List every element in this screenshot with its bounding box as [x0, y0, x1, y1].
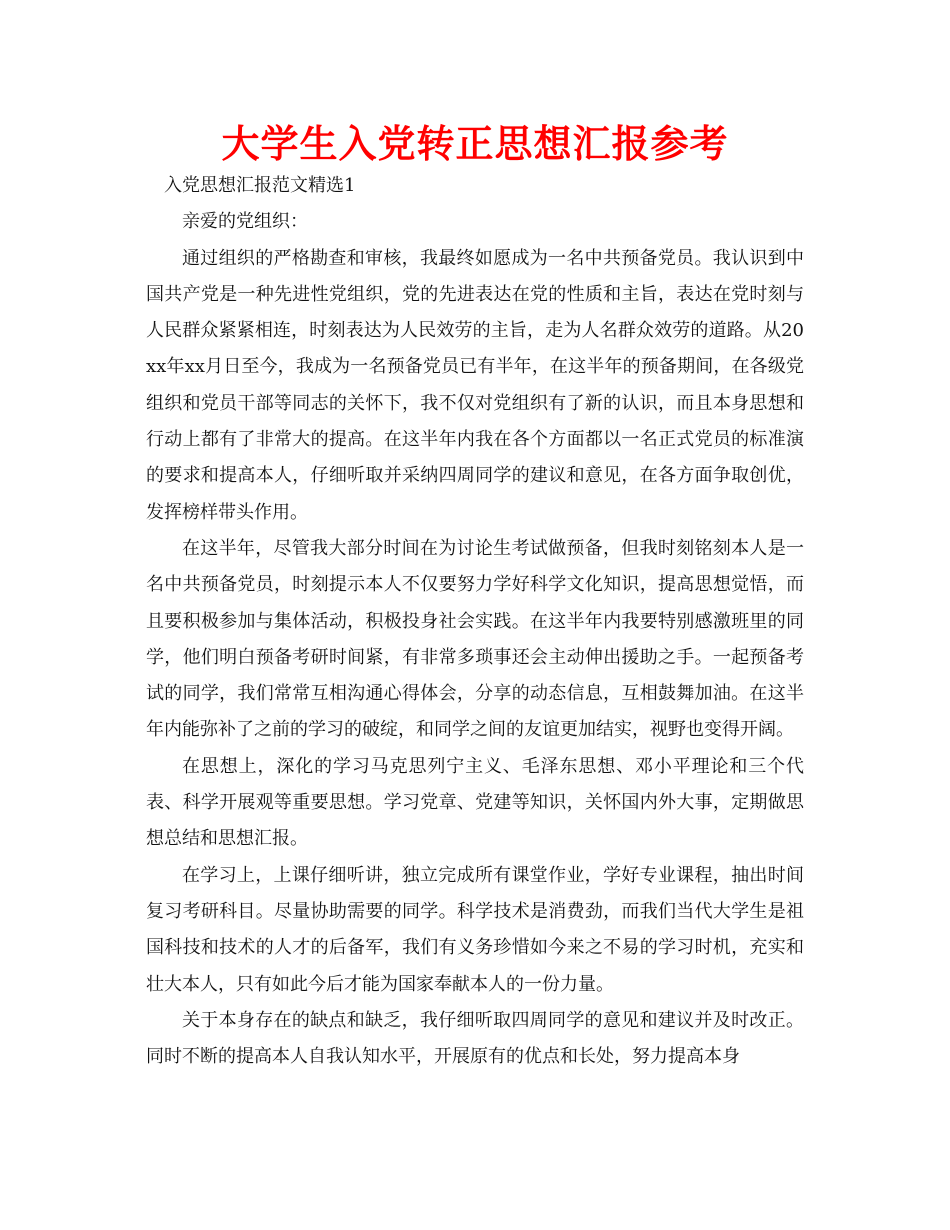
document-body	[146, 168, 804, 1075]
document-title: 大学生入党转正思想汇报参考	[221, 122, 729, 166]
paragraph-3: 在思想上，深化的学习马克思列宁主义、毛泽东思想、邓小平理论和三个代表、科学开展观等重要思想。学习党章、党建等知识，关怀国内外大事，定期做思想总结和思想汇报。	[146, 755, 804, 850]
paragraph-5: 关于本身存在的缺点和缺乏，我仔细听取四周同学的意见和建议并及时改正。同时不断的提高本人自我认知水平，开展原有的优点和长处，努力提高本身	[146, 1009, 804, 1068]
paragraph-1: 通过组织的严格勘查和审核，我最终如愿成为一名中共预备党员。我认识到中国共产党是一种先进性党组织，党的先进表达在党的性质和主旨，表达在党时刻与人民群众紧紧相连，时刻表达为人民效劳的主旨，走为人名群众效劳的道路。从20xx年xx月日至今，我成为一名预备党员已有半年，在这半年的预备期间，在各级党组织和党员干部等同志的关怀下，我不仅对党组织有了新的认识，而且本身思想和行动上都有了非常大的提高。在这半年内我在各个方面都以一名正式党员的标准演的要求和提高本人，仔细听取并采纳四周同学的建议和意见，在各方面争取创优，发挥榜样带头作用。	[146, 247, 804, 523]
paragraph-2: 在这半年，尽管我大部分时间在为讨论生考试做预备，但我时刻铭刻本人是一名中共预备党员，时刻提示本人不仅要努力学好科学文化知识，提高思想觉悟，而且要积极参加与集体活动，积极投身社会实践。在这半年内我要特别感激班里的同学，他们明白预备考研时间紧，有非常多琐事还会主动伸出援助之手。一起预备考试的同学，我们常常互相沟通心得体会，分享的动态信息，互相鼓舞加油。在这半年内能弥补了之前的学习的破绽，和同学之间的友谊更加结实，视野也变得开阔。	[146, 537, 804, 741]
paragraph-4: 在学习上，上课仔细听讲，独立完成所有课堂作业，学好专业课程，抽出时间复习考研科目。尽量协助需要的同学。科学技术是消费劲，而我们当代大学生是祖国科技和技术的人才的后备军，我们有义务珍惜如今来之不易的学习时机，充实和壮大本人，只有如此今后才能为国家奉献本人的一份力量。	[146, 864, 804, 995]
document-subheading: 入党思想汇报范文精选1	[164, 175, 356, 196]
salutation: 亲爱的党组织：	[182, 211, 308, 233]
